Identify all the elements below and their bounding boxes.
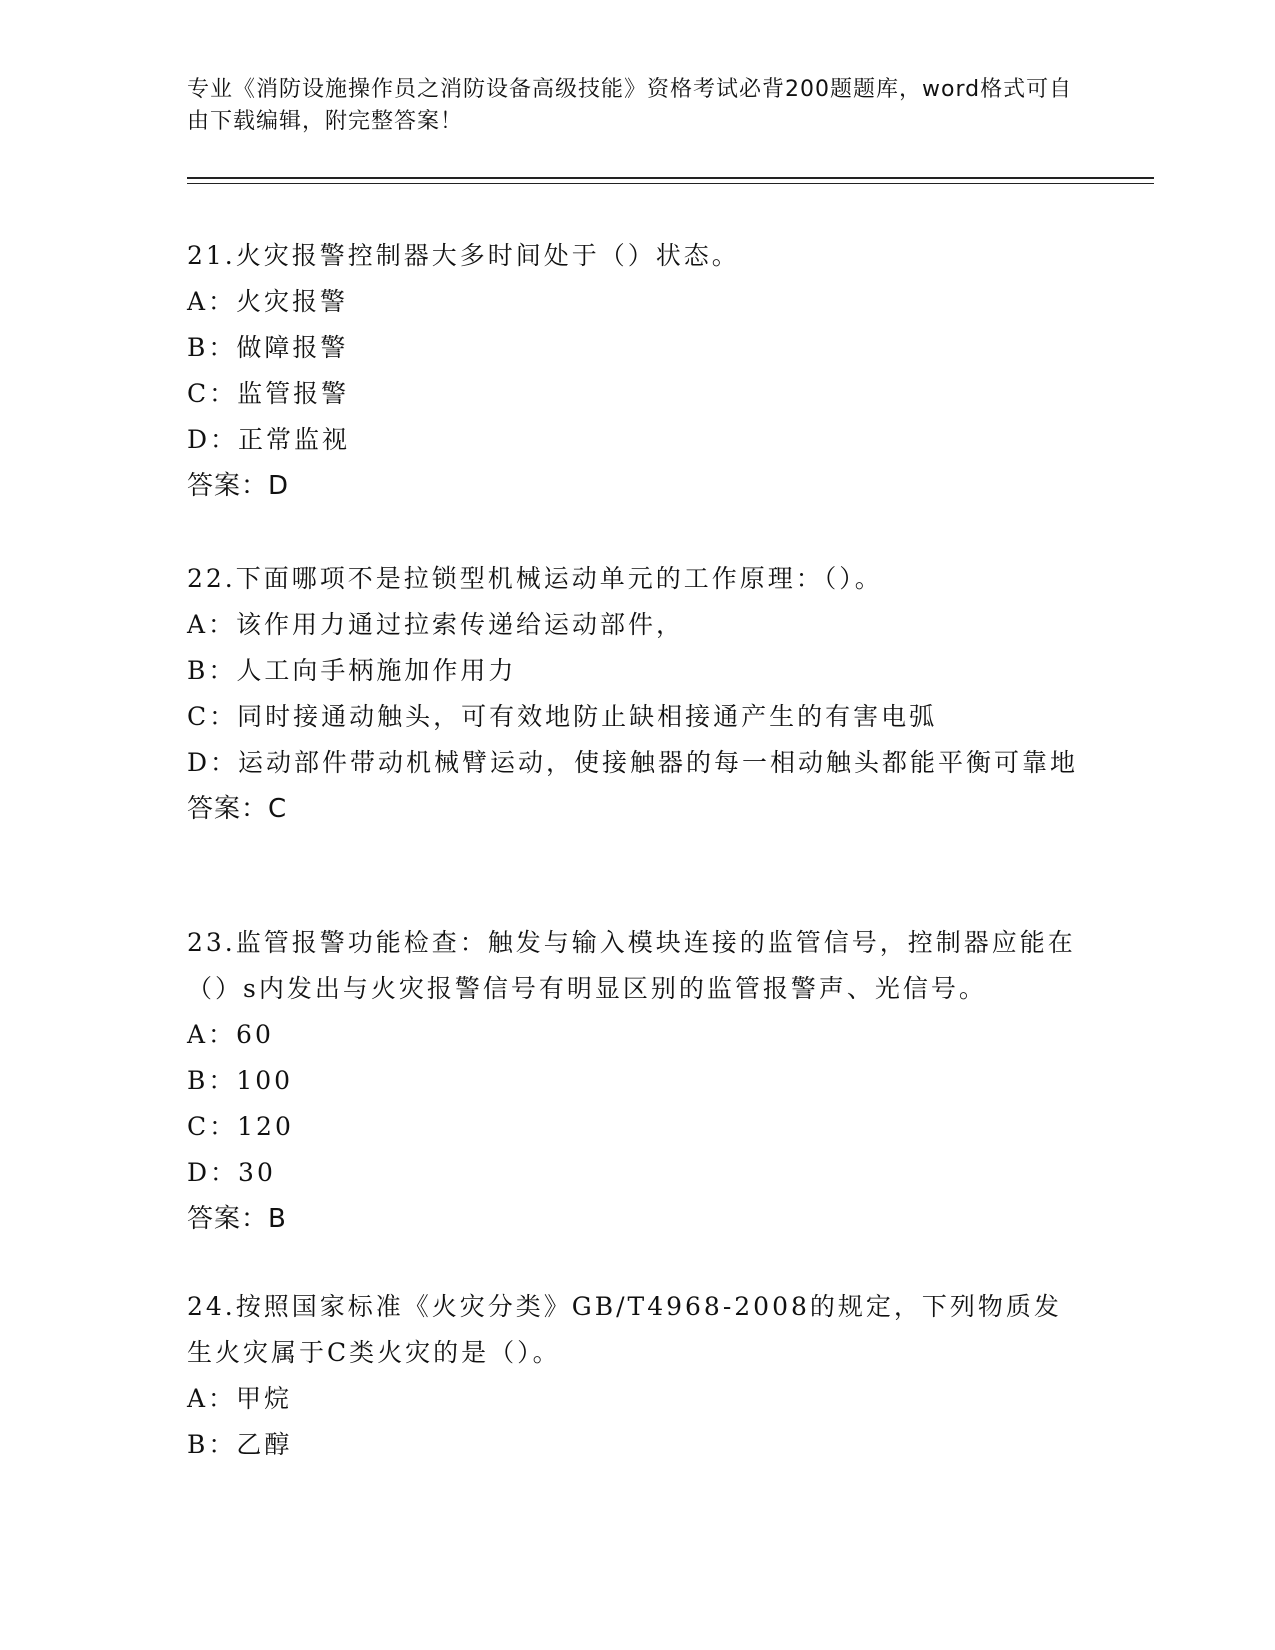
option-a: A：甲烷 (187, 1384, 293, 1413)
question-stem: 23.监管报警功能检查：触发与输入模块连接的监管信号，控制器应能在（）s内发出与火灾报警信号有明显区别的监管报警声、光信号。 (187, 928, 1076, 1003)
option-b: B：人工向手柄施加作用力 (187, 656, 517, 685)
option-b: B：做障报警 (187, 333, 349, 362)
option-c: C：监管报警 (187, 379, 350, 408)
option-a: A：火灾报警 (187, 287, 349, 316)
answer: 答案：D (187, 471, 290, 501)
option-d: D：运动部件带动机械臂运动，使接触器的每一相动触头都能平衡可靠地 (187, 748, 1079, 777)
answer: 答案：B (187, 1204, 287, 1234)
option-d: D：正常监视 (187, 425, 351, 454)
option-a: A：该作用力通过拉索传递给运动部件， (187, 610, 685, 639)
option-d: D：30 (187, 1158, 276, 1187)
question-23 (187, 920, 1087, 1242)
option-b: B：乙醇 (187, 1430, 293, 1459)
option-a: A：60 (187, 1020, 274, 1049)
question-22 (187, 556, 1087, 832)
question-stem: 24.按照国家标准《火灾分类》GB/T4968-2008的规定，下列物质发生火灾属于C类火灾的是（）。 (187, 1292, 1062, 1367)
header-divider-bottom (187, 183, 1154, 184)
option-c: C：同时接通动触头，可有效地防止缺相接通产生的有害电弧 (187, 702, 938, 731)
question-21 (187, 233, 1087, 509)
question-stem: 21.火灾报警控制器大多时间处于（）状态。 (187, 241, 740, 270)
document-header: 专业《消防设施操作员之消防设备高级技能》资格考试必背200题题库，word格式可自由下载编辑，附完整答案！ (187, 77, 1073, 134)
question-24 (187, 1284, 1087, 1468)
header-divider-top (187, 177, 1154, 179)
option-c: C：120 (187, 1112, 294, 1141)
question-stem: 22.下面哪项不是拉锁型机械运动单元的工作原理：（）。 (187, 564, 883, 593)
option-b: B：100 (187, 1066, 294, 1095)
answer: 答案：C (187, 794, 288, 824)
